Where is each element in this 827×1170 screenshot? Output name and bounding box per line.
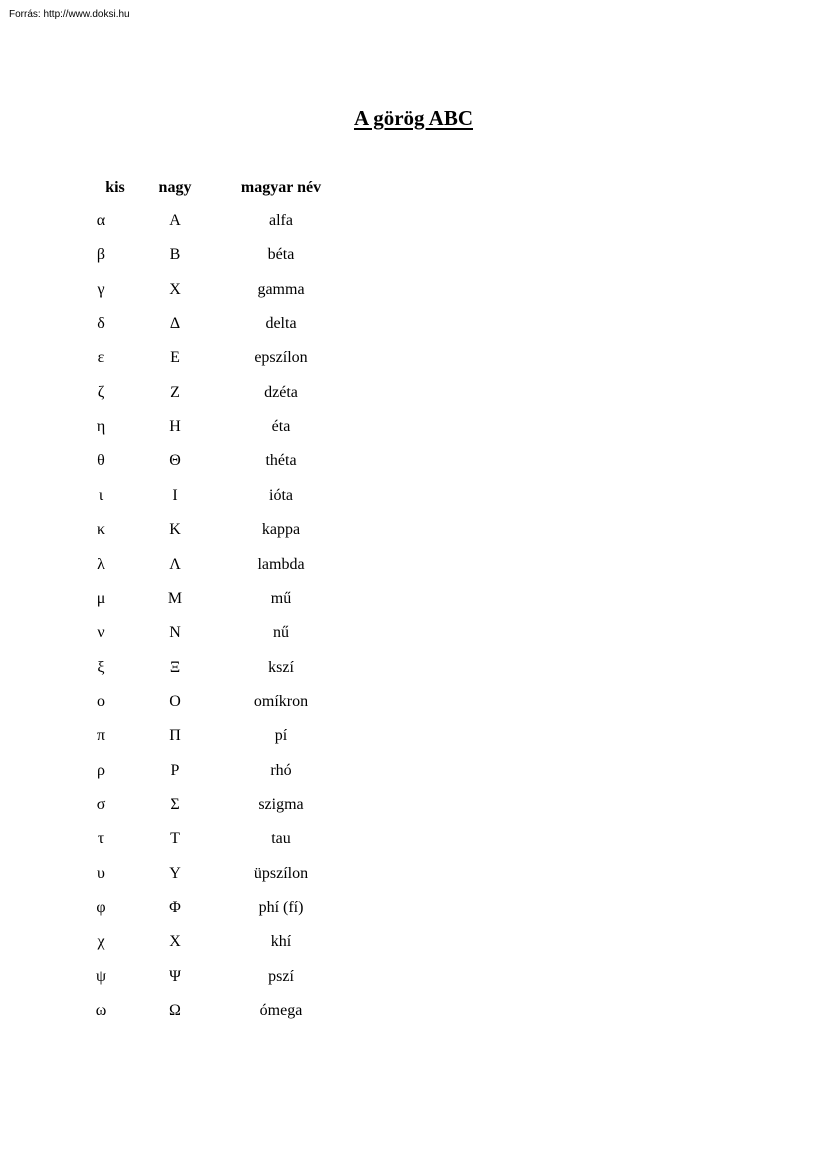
table-row [0,1000,827,1022]
capital-letter: Ξ [169,658,181,676]
table-row [0,966,827,988]
capital-letter: Χ [169,933,181,951]
table-row [0,828,827,850]
hungarian-name: kappa [261,521,301,539]
table-row [0,760,827,782]
hungarian-name: gamma [257,280,305,298]
small-letter: ι [98,486,104,504]
small-letter: φ [96,899,106,916]
small-letter: σ [96,795,106,813]
small-letter: δ [97,315,105,333]
small-letter: ξ [97,658,105,676]
header-capital-letter: nagy [158,179,192,196]
hungarian-name: kszí [268,658,294,676]
hungarian-name: dzéta [264,383,298,401]
table-row [0,347,827,369]
hungarian-name: pí [274,727,288,745]
capital-letter: Η [169,418,181,436]
hungarian-name: théta [265,452,297,470]
capital-letter: Ρ [170,761,180,779]
hungarian-name: béta [267,246,295,264]
table-header-row [0,177,827,199]
hungarian-name: ióta [269,486,293,504]
hungarian-name: pszí [268,967,294,985]
table-row [0,485,827,507]
small-letter: ζ [97,383,105,401]
capital-letter: Μ [167,589,183,607]
small-letter: μ [96,589,106,607]
capital-letter: Κ [169,521,181,539]
small-letter: ο [97,692,105,710]
capital-letter: Ο [169,692,181,710]
table-row [0,244,827,266]
table-row [0,931,827,953]
capital-letter: Β [169,246,181,264]
table-row [0,416,827,438]
hungarian-name: éta [271,418,291,436]
hungarian-name: lambda [257,555,305,573]
table-row [0,313,827,335]
hungarian-name: üpszílon [253,864,309,882]
hungarian-name: omíkron [253,692,309,710]
table-row [0,279,827,301]
table-row [0,897,827,919]
hungarian-name: ómega [259,1002,303,1020]
table-row [0,863,827,885]
hungarian-name: nű [273,624,289,642]
capital-letter: Ν [169,624,181,642]
hungarian-name: rhó [270,761,292,779]
table-row [0,450,827,472]
table-row [0,519,827,541]
hungarian-name: tau [271,830,291,848]
capital-letter: Ε [170,349,180,367]
small-letter: ρ [97,761,105,779]
small-letter: γ [97,280,105,298]
small-letter: χ [97,933,105,951]
hungarian-name: khí [270,933,292,951]
table-row [0,657,827,679]
capital-letter: Χ [169,280,181,298]
table-row [0,588,827,610]
table-row [0,725,827,747]
capital-letter: Α [169,212,181,229]
hungarian-name: phí (fí) [258,899,304,916]
capital-letter: Θ [169,452,181,470]
small-letter: π [96,727,106,745]
small-letter: ψ [95,967,106,985]
small-letter: ε [97,349,105,367]
table-row [0,691,827,713]
small-letter: θ [97,452,105,470]
capital-letter: Ζ [170,383,180,401]
page-title: A görög ABC [353,106,473,130]
header-hungarian-name: magyar név [240,179,322,196]
table-row [0,554,827,576]
source-line: Forrás: http://www.doksi.hu [9,9,130,20]
table-row [0,794,827,816]
hungarian-name: epszílon [254,349,308,367]
capital-letter: Λ [169,555,181,573]
small-letter: η [96,418,106,436]
small-letter: α [96,212,106,229]
capital-letter: Ι [172,486,178,504]
capital-letter: Υ [169,864,181,882]
hungarian-name: alfa [269,212,293,229]
capital-letter: Τ [170,830,180,848]
hungarian-name: mű [270,589,292,607]
table-row [0,622,827,644]
small-letter: ω [95,1002,107,1020]
capital-letter: Σ [170,795,180,813]
table-row [0,382,827,404]
header-small-letter: kis [105,179,125,196]
hungarian-name: delta [265,315,297,333]
small-letter: υ [97,864,105,882]
hungarian-name: szigma [258,795,304,813]
capital-letter: Φ [169,899,181,916]
small-letter: β [96,246,106,264]
small-letter: ν [97,624,105,642]
capital-letter: Ω [169,1002,181,1020]
small-letter: τ [97,830,105,848]
capital-letter: Ψ [169,967,181,985]
capital-letter: Π [169,727,181,745]
capital-letter: Δ [169,315,181,333]
small-letter: κ [96,521,106,539]
small-letter: λ [97,555,105,573]
table-row [0,210,827,232]
